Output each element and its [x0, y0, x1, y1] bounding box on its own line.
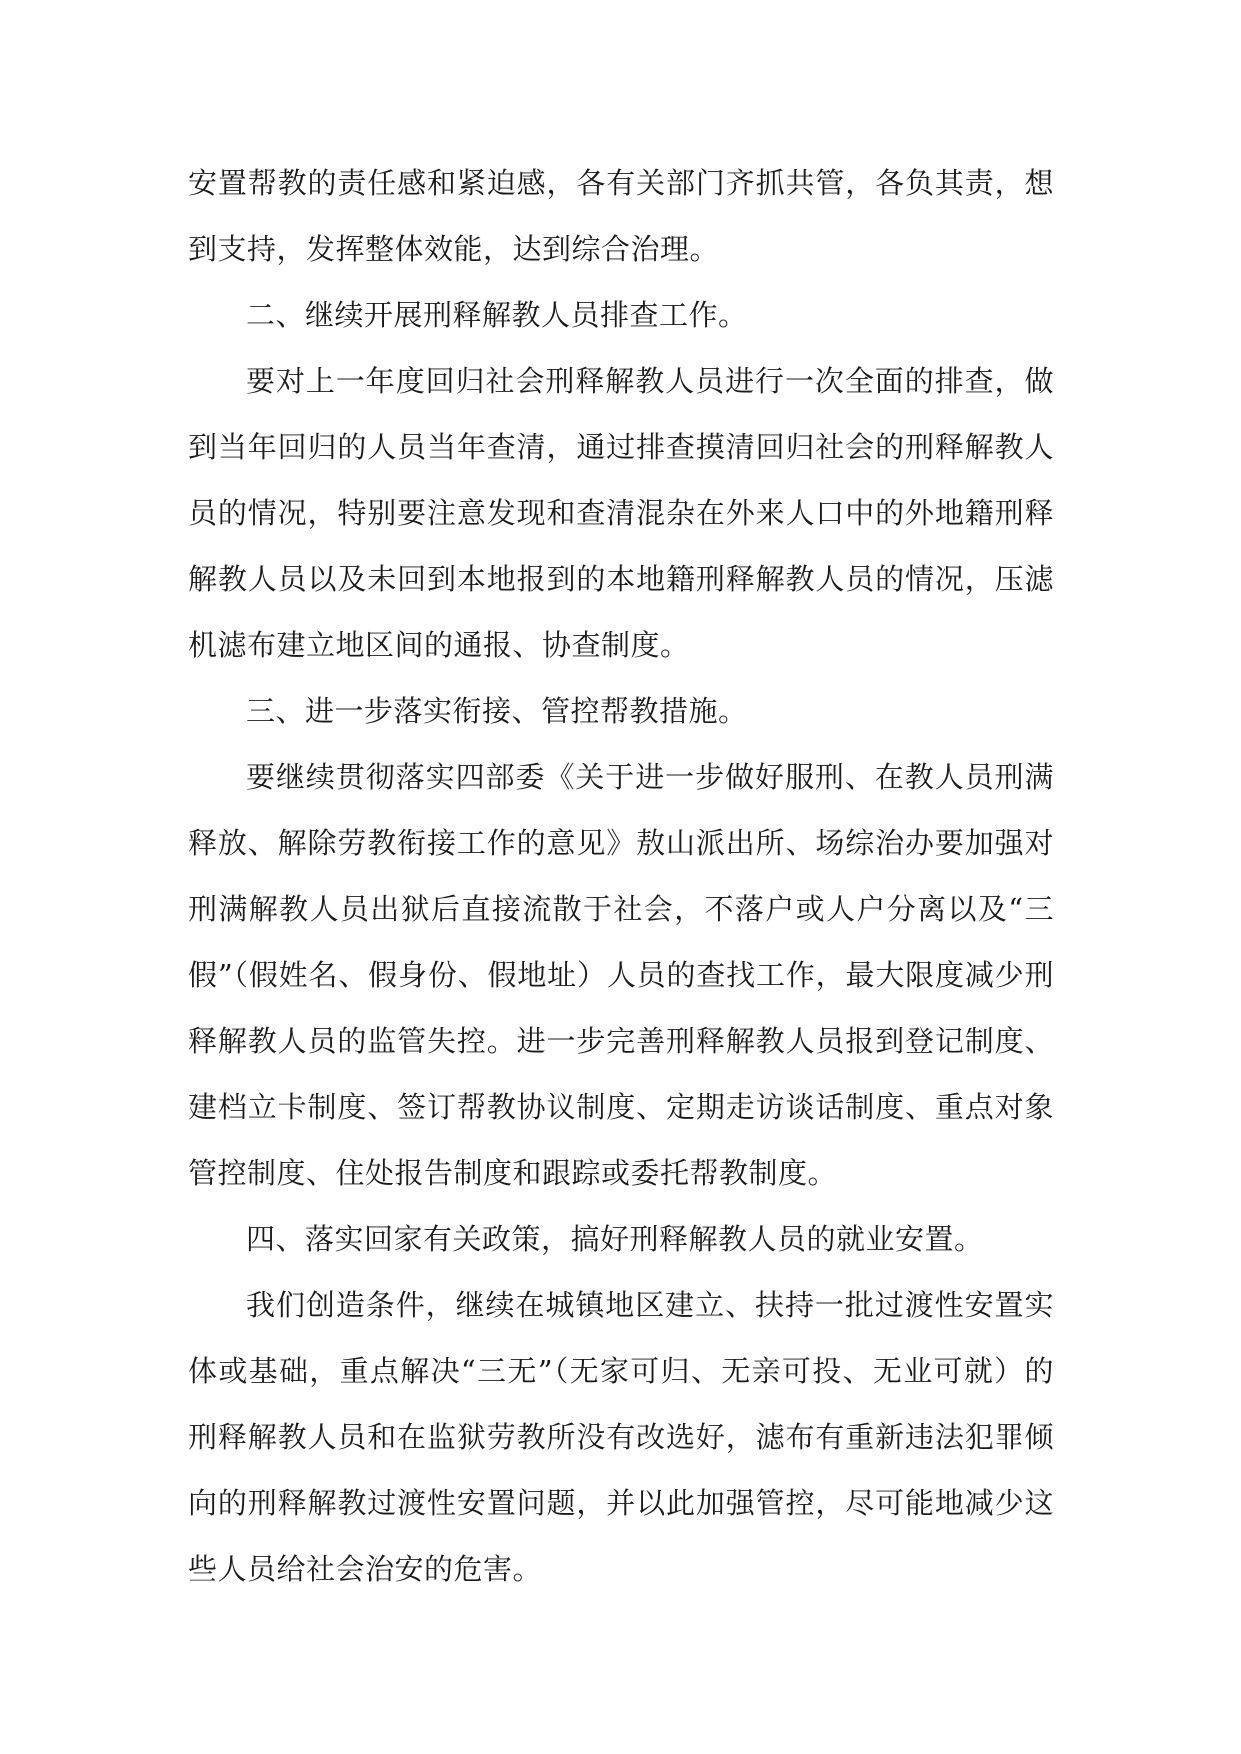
paragraph-continuation: 安置帮教的责任感和紧迫感，各有关部门齐抓共管，各负其责，想到支持，发挥整体效能，达到综合治理。: [188, 166, 1054, 266]
section-heading-4: 四、落实回家有关政策，搞好刑释解教人员的就业安置。: [246, 1222, 984, 1256]
paragraph-measures: 要继续贯彻落实四部委《关于进一步做好服刑、在教人员刑满释放、解除劳教衔接工作的意见》敖山派出所、场综治办要加强对刑满解教人员出狱后直接流散于社会，不落户或人户分离以及“三假”（假姓名、假身份、假地址）人员的查找工作，最大限度减少刑释解教人员的监管失控。进一步完善刑释解教人员报到登记制度、建档立卡制度、签订帮教协议制度、定期走访谈话制度、重点对象管控制度、住处报告制度和跟踪或委托帮教制度。: [188, 760, 1054, 1190]
document-body: [188, 150, 1054, 1602]
paragraph-screening: 要对上一年度回归社会刑释解教人员进行一次全面的排查，做到当年回归的人员当年查清，通过排查摸清回归社会的刑释解教人员的情况，特别要注意发现和查清混杂在外来人口中的外地籍刑释解教人员以及未回到本地报到的本地籍刑释解教人员的情况，压滤机滤布建立地区间的通报、协查制度。: [188, 364, 1054, 662]
section-heading-2: 二、继续开展刑释解教人员排查工作。: [246, 298, 748, 332]
paragraph-employment: 我们创造条件，继续在城镇地区建立、扶持一批过渡性安置实体或基础，重点解决“三无”（无家可归、无亲可投、无业可就）的刑释解教人员和在监狱劳教所没有改选好，滤布有重新违法犯罪倾向的刑释解教过渡性安置问题，并以此加强管控，尽可能地减少这些人员给社会治安的危害。: [188, 1288, 1054, 1586]
section-heading-3: 三、进一步落实衔接、管控帮教措施。: [246, 694, 748, 728]
